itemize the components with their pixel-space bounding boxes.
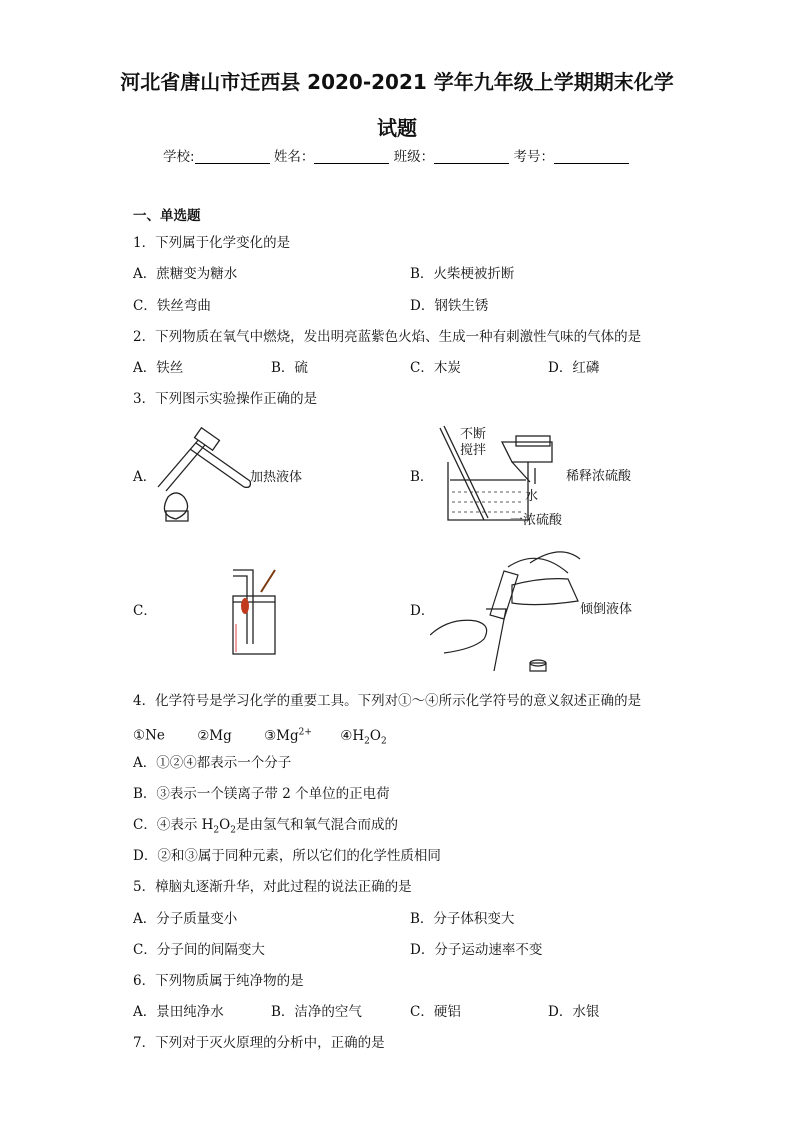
question-5-option-b[interactable]: B．分子体积变大 (410, 911, 515, 927)
question-5-option-d[interactable]: D．分子运动速率不变 (410, 942, 543, 958)
question-6-stem: 6．下列物质属于纯净物的是 (133, 973, 304, 989)
exam-number-blank[interactable] (554, 149, 629, 164)
question-6-option-d[interactable]: D．水银 (548, 1004, 600, 1020)
figure-b-label: 稀释浓硫酸 (566, 469, 632, 484)
question-4-option-d[interactable]: D．②和③属于同种元素，所以它们的化学性质相同 (133, 848, 441, 864)
symbol-2: ②Mg (197, 727, 232, 744)
symbol-1: ①Ne (133, 727, 165, 744)
school-blank[interactable] (195, 149, 270, 164)
name-label: 姓名： (273, 149, 315, 165)
class-blank[interactable] (434, 149, 509, 164)
question-6-option-b[interactable]: B．洁净的空气 (271, 1004, 362, 1020)
figure-a-label: 加热液体 (250, 470, 303, 485)
exam-title-line1: 河北省唐山市迁西县 2020-2021 学年九年级上学期期末化学 (120, 70, 674, 94)
figure-b-acid-label: 一浓硫酸 (510, 513, 563, 528)
question-2-option-d[interactable]: D．红磷 (548, 360, 600, 376)
question-5-option-c[interactable]: C．分子间的间隔变大 (133, 942, 265, 958)
question-1-option-c[interactable]: C．铁丝弯曲 (133, 298, 211, 314)
question-4-stem: 4．化学符号是学习化学的重要工具。下列对①～④所示化学符号的意义叙述正确的是 (133, 693, 642, 709)
school-label: 学校: (163, 149, 195, 165)
section-heading: 一、单选题 (133, 208, 201, 224)
symbol-3: $③Mg^{2+}$ (264, 727, 312, 744)
student-info-row (163, 145, 629, 165)
question-6-option-a[interactable]: A．景田纯净水 (133, 1004, 224, 1020)
question-4-option-c[interactable]: C．④表示 $H_2O_2$是由氢气和氧气混合而成的 (133, 817, 398, 836)
figure-pour-liquid (430, 545, 650, 680)
figure-b-water-label: 水 (525, 489, 539, 504)
question-3-option-c[interactable]: C． (133, 603, 157, 619)
question-2-option-a[interactable]: A．铁丝 (133, 360, 184, 376)
question-2-stem: 2．下列物质在氧气中燃烧，发出明亮蓝紫色火焰、生成一种有刺激性气味的气体的是 (133, 329, 642, 345)
figure-dilute-acid (430, 420, 660, 535)
symbol-4: $④H_2O_2$ (340, 727, 387, 747)
question-3-stem: 3．下列图示实验操作正确的是 (133, 391, 318, 407)
figure-b-stir2-label: 搅拌 (460, 443, 487, 458)
question-7-stem: 7．下列对于灭火原理的分析中，正确的是 (133, 1035, 385, 1051)
question-1-stem: 1．下列属于化学变化的是 (133, 235, 291, 251)
exam-number-label: 考号： (513, 149, 554, 165)
question-4-symbols (133, 723, 387, 750)
question-5-stem: 5．樟脑丸逐渐升华，对此过程的说法正确的是 (133, 879, 412, 895)
class-label: 班级： (393, 149, 435, 165)
figure-oxygen-check (205, 568, 285, 658)
question-2-option-b[interactable]: B．硫 (271, 360, 308, 376)
question-3-option-b[interactable]: B． (410, 469, 434, 485)
question-4-option-a[interactable]: A．①②④都表示一个分子 (133, 755, 292, 771)
figure-heating-liquid (150, 425, 320, 525)
figure-b-stir-label: 不断 (460, 427, 487, 442)
question-3-option-a[interactable]: A． (133, 469, 157, 485)
question-2-option-c[interactable]: C．木炭 (410, 360, 461, 376)
question-1-option-d[interactable]: D．钢铁生锈 (410, 298, 489, 314)
question-1-option-a[interactable]: A．蔗糖变为糖水 (133, 266, 238, 282)
question-1-option-b[interactable]: B．火柴梗被折断 (410, 266, 515, 282)
question-4-option-b[interactable]: B．③表示一个镁离子带 2 个单位的正电荷 (133, 786, 390, 802)
question-3-option-d[interactable]: D． (410, 603, 435, 619)
exam-title-line2: 试题 (377, 116, 417, 140)
name-blank[interactable] (314, 149, 389, 164)
question-6-option-c[interactable]: C．硬铝 (410, 1004, 461, 1020)
question-5-option-a[interactable]: A．分子质量变小 (133, 911, 238, 927)
figure-d-label: 倾倒液体 (580, 602, 633, 617)
